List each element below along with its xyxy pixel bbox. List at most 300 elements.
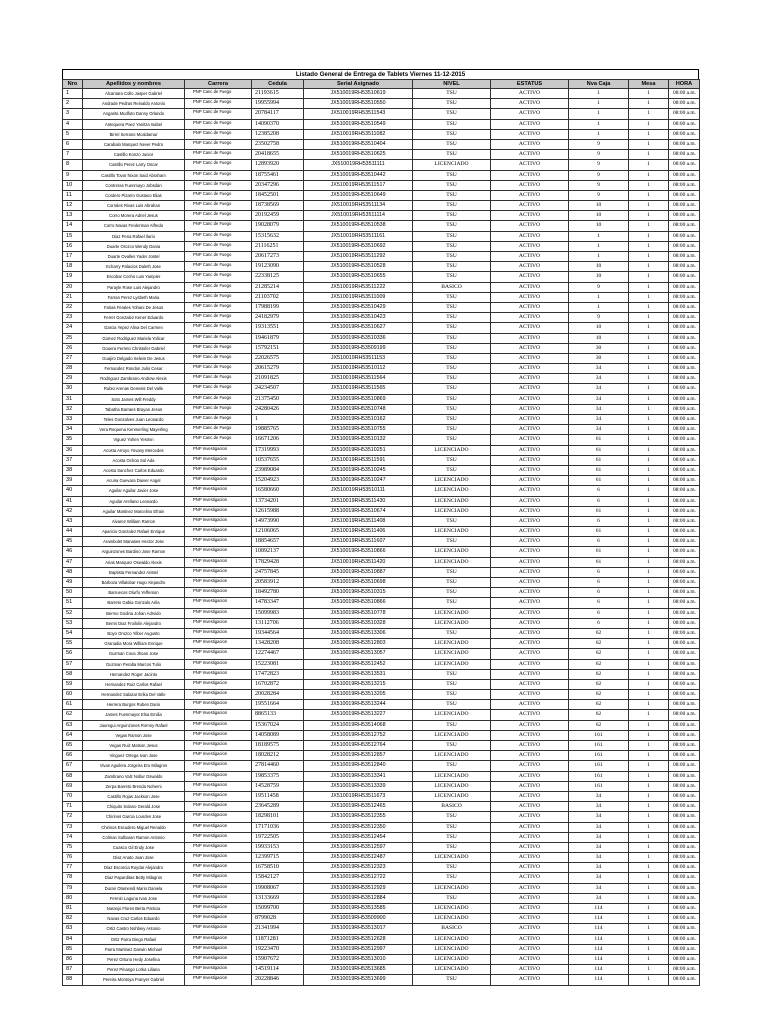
mesa-cell: 1 [629,751,669,761]
mesa-cell: 1 [629,557,669,567]
table-row [63,618,700,628]
col-header-nro: Nro [63,80,83,89]
caja-cell: 1 [569,302,629,312]
nivel-cell: LICENCIADO [413,496,491,506]
person-name: Boyo Orozco Yilber Augusto [83,628,185,638]
cedula-cell: 15842127 [252,873,304,883]
row-number: 31 [63,394,83,404]
serial-cell: JX510019RH53513244 [304,700,413,710]
cedula-cell: 15315632 [252,231,304,241]
estatus-cell: ACTIVO [491,537,569,547]
carrera-cell: PNP Canc de Fuego [185,415,252,425]
row-number: 3 [63,109,83,119]
estatus-cell: ACTIVO [491,527,569,537]
cedula-cell: 18452501 [252,190,304,200]
row-number: 36 [63,445,83,455]
estatus-cell: ACTIVO [491,628,569,638]
estatus-cell: ACTIVO [491,343,569,353]
table-row [63,415,700,425]
table-row [63,109,700,119]
row-number: 4 [63,119,83,129]
carrera-cell: PNP Canc de Fuego [185,272,252,282]
delivery-table [62,79,700,986]
caja-cell: 6 [569,588,629,598]
estatus-cell: ACTIVO [491,965,569,975]
table-row [63,394,700,404]
row-number: 83 [63,924,83,934]
carrera-cell: PNP Investigacion [185,567,252,577]
caja-cell: 34 [569,832,629,842]
mesa-cell: 1 [629,791,669,801]
carrera-cell: PNP Canc de Fuego [185,292,252,302]
nivel-cell: LICENCIADO [413,547,491,557]
hora-cell: 08:00 a.m. [669,639,700,649]
serial-cell: JX510019RH53510315 [304,588,413,598]
hora-cell: 08:00 a.m. [669,679,700,689]
nivel-cell: LICENCIADO [413,954,491,964]
hora-cell: 08:00 a.m. [669,883,700,893]
caja-cell: 34 [569,374,629,384]
hora-cell: 08:00 a.m. [669,109,700,119]
hora-cell: 08:00 a.m. [669,252,700,262]
nivel-cell: TSU [413,812,491,822]
mesa-cell: 1 [629,516,669,526]
sheet-title: Listado General de Entrega de Tablets Viernes 11-12-2015 [62,69,699,79]
row-number: 39 [63,476,83,486]
cedula-cell: 16671206 [252,435,304,445]
estatus-cell: ACTIVO [491,241,569,251]
person-name: Corro Navas Frederman Alfredo [83,221,185,231]
carrera-cell: PNP Investigacion [185,578,252,588]
person-name: Barboza Villalobar Hugo Alejandro [83,578,185,588]
hora-cell: 08:00 a.m. [669,119,700,129]
mesa-cell: 1 [629,649,669,659]
caja-cell: 34 [569,802,629,812]
person-name: Aparicio Gonzalez Rafael Enrique [83,527,185,537]
cedula-cell: 19955994 [252,99,304,109]
person-name: Castillo Perez Larry Oscar [83,160,185,170]
estatus-cell: ACTIVO [491,516,569,526]
serial-cell: JX510019RH53510887 [304,567,413,577]
serial-cell: JX510019RH53510627 [304,323,413,333]
estatus-cell: ACTIVO [491,822,569,832]
cedula-cell: 23645289 [252,802,304,812]
row-number: 64 [63,730,83,740]
carrera-cell: PNP Investigacion [185,873,252,883]
table-row [63,904,700,914]
carrera-cell: PNP Investigacion [185,598,252,608]
mesa-cell: 1 [629,924,669,934]
mesa-cell: 1 [629,190,669,200]
serial-cell: JX510019RH53510162 [304,415,413,425]
table-row [63,893,700,903]
estatus-cell: ACTIVO [491,547,569,557]
row-number: 27 [63,353,83,363]
hora-cell: 08:00 a.m. [669,364,700,374]
nivel-cell: LICENCIADO [413,853,491,863]
hora-cell: 08:00 a.m. [669,394,700,404]
caja-cell: 6 [569,537,629,547]
table-row [63,221,700,231]
estatus-cell: ACTIVO [491,221,569,231]
mesa-cell: 1 [629,761,669,771]
caja-cell: 114 [569,904,629,914]
row-number: 13 [63,211,83,221]
cedula-cell: 20615279 [252,364,304,374]
serial-cell: JX510019RH53510251 [304,445,413,455]
mesa-cell: 1 [629,904,669,914]
person-name: Teles Gonzalves Juan Leonardo [83,415,185,425]
table-row [63,445,700,455]
mesa-cell: 1 [629,883,669,893]
table-row [63,231,700,241]
nivel-cell: TSU [413,415,491,425]
col-header-hora: HORA [669,80,700,89]
estatus-cell: ACTIVO [491,415,569,425]
serial-cell: JX510019RH53510625 [304,150,413,160]
serial-cell: JX510019RH53510111 [304,486,413,496]
cedula-cell: 13428208 [252,639,304,649]
nivel-cell: TSU [413,516,491,526]
cedula-cell: 15223081 [252,659,304,669]
mesa-cell: 1 [629,853,669,863]
carrera-cell: PNP Investigacion [185,516,252,526]
cedula-cell: 19123090 [252,262,304,272]
person-name: Castillo Konzo Junior [83,150,185,160]
nivel-cell: TSU [413,343,491,353]
row-number: 24 [63,323,83,333]
serial-cell: JX510019RH53511420 [304,557,413,567]
mesa-cell: 1 [629,578,669,588]
row-number: 26 [63,343,83,353]
estatus-cell: ACTIVO [491,649,569,659]
row-number: 76 [63,853,83,863]
carrera-cell: PNP Canc de Fuego [185,170,252,180]
estatus-cell: ACTIVO [491,567,569,577]
caja-cell: 34 [569,425,629,435]
hora-cell: 08:00 a.m. [669,150,700,160]
mesa-cell: 1 [629,496,669,506]
row-number: 32 [63,404,83,414]
estatus-cell: ACTIVO [491,129,569,139]
nivel-cell: TSU [413,170,491,180]
cedula-cell: 21116251 [252,241,304,251]
mesa-cell: 1 [629,425,669,435]
estatus-cell: ACTIVO [491,109,569,119]
hora-cell: 08:00 a.m. [669,751,700,761]
person-name: Barruecos Olurfo Yefferson [83,588,185,598]
hora-cell: 08:00 a.m. [669,211,700,221]
serial-cell: JX510019RH53510538 [304,221,413,231]
cedula-cell: 18755461 [252,170,304,180]
carrera-cell: PNP Investigacion [185,465,252,475]
cedula-cell: 14519114 [252,965,304,975]
estatus-cell: ACTIVO [491,160,569,170]
caja-cell: 6 [569,578,629,588]
person-name: Naranjo Flores Berta Patricia [83,904,185,914]
hora-cell: 08:00 a.m. [669,934,700,944]
cedula-cell: 20784117 [252,109,304,119]
table-row [63,343,700,353]
mesa-cell: 1 [629,873,669,883]
hora-cell: 08:00 a.m. [669,384,700,394]
carrera-cell: PNP Investigacion [185,649,252,659]
person-name: Arambulet Manases Hector Jose [83,537,185,547]
serial-cell: JX510019RH53513341 [304,771,413,781]
estatus-cell: ACTIVO [491,791,569,801]
nivel-cell: TSU [413,292,491,302]
nivel-cell: LICENCIADO [413,659,491,669]
person-name: Herrera Burgos Ruben Dario [83,700,185,710]
hora-cell: 08:00 a.m. [669,893,700,903]
carrera-cell: PNP Investigacion [185,557,252,567]
estatus-cell: ACTIVO [491,751,569,761]
row-number: 59 [63,679,83,689]
mesa-cell: 1 [629,537,669,547]
table-row [63,710,700,720]
estatus-cell: ACTIVO [491,690,569,700]
person-name: Chiquito Solano Gerald Jose [83,802,185,812]
cedula-cell: 17988199 [252,302,304,312]
table-row [63,578,700,588]
estatus-cell: ACTIVO [491,781,569,791]
carrera-cell: PNP Canc de Fuego [185,119,252,129]
header-row [63,80,700,89]
nivel-cell: LICENCIADO [413,506,491,516]
row-number: 21 [63,292,83,302]
estatus-cell: ACTIVO [491,598,569,608]
mesa-cell: 1 [629,832,669,842]
nivel-cell: TSU [413,231,491,241]
serial-cell: JX510019RH53512628 [304,934,413,944]
caja-cell: 34 [569,822,629,832]
caja-cell: 114 [569,924,629,934]
cedula-cell: 19885765 [252,425,304,435]
row-number: 7 [63,150,83,160]
caja-cell: 6 [569,608,629,618]
carrera-cell: PNP Canc de Fuego [185,109,252,119]
nivel-cell: LICENCIADO [413,883,491,893]
cedula-cell: 21285214 [252,282,304,292]
row-number: 6 [63,139,83,149]
table-row [63,934,700,944]
mesa-cell: 1 [629,129,669,139]
serial-cell: JX510019RH53511161 [304,231,413,241]
mesa-cell: 1 [629,435,669,445]
person-name: Diaz Anato Juan Jose [83,853,185,863]
row-number: 60 [63,690,83,700]
cedula-cell: 12385208 [252,129,304,139]
person-name: Parra Martinez Darwin Michael [83,944,185,954]
person-name: Duarte Ovalles Yader Jostel [83,252,185,262]
caja-cell: 114 [569,975,629,985]
nivel-cell: TSU [413,435,491,445]
row-number: 62 [63,710,83,720]
carrera-cell: PNP Canc de Fuego [185,231,252,241]
person-name: Rodriguez Zambrano Andrew Alexis [83,374,185,384]
serial-cell: JX510019RH53512454 [304,832,413,842]
serial-cell: JX510019RH53512487 [304,853,413,863]
person-name: Alcantara Collo Jasper Gabriel [83,89,185,99]
person-name: Ortiz Parra Diego Rafael [83,934,185,944]
table-row [63,139,700,149]
nivel-cell: TSU [413,190,491,200]
caja-cell: 34 [569,415,629,425]
mesa-cell: 1 [629,863,669,873]
hora-cell: 08:00 a.m. [669,791,700,801]
hora-cell: 08:00 a.m. [669,496,700,506]
serial-cell: JX510019RH53510112 [304,364,413,374]
carrera-cell: PNP Investigacion [185,720,252,730]
caja-cell: 61 [569,476,629,486]
serial-cell: JX510019RH53510423 [304,313,413,323]
caja-cell: 161 [569,771,629,781]
nivel-cell: TSU [413,578,491,588]
mesa-cell: 1 [629,802,669,812]
estatus-cell: ACTIVO [491,608,569,618]
table-row [63,863,700,873]
person-name: Arias Marquez Oswaldo Alexis [83,557,185,567]
person-name: Angarita Mudfuto Danny Orlando [83,109,185,119]
mesa-cell: 1 [629,150,669,160]
nivel-cell: LICENCIADO [413,557,491,567]
hora-cell: 08:00 a.m. [669,547,700,557]
hora-cell: 08:00 a.m. [669,557,700,567]
mesa-cell: 1 [629,567,669,577]
mesa-cell: 1 [629,710,669,720]
cedula-cell: 12274467 [252,649,304,659]
hora-cell: 08:00 a.m. [669,89,700,99]
row-number: 84 [63,934,83,944]
serial-cell: JX510019RH53511114 [304,211,413,221]
serial-cell: JX510019RH53511082 [304,129,413,139]
carrera-cell: PNP Canc de Fuego [185,252,252,262]
nivel-cell: TSU [413,139,491,149]
hora-cell: 08:00 a.m. [669,486,700,496]
col-header-caja: Nva Caja [569,80,629,89]
mesa-cell: 1 [629,771,669,781]
nivel-cell: TSU [413,374,491,384]
estatus-cell: ACTIVO [491,883,569,893]
cedula-cell: 20192459 [252,211,304,221]
serial-cell: JX510019RH53512597 [304,842,413,852]
serial-cell: JX510019RH53510674 [304,506,413,516]
table-row [63,924,700,934]
mesa-cell: 1 [629,639,669,649]
carrera-cell: PNP Canc de Fuego [185,333,252,343]
caja-cell: 62 [569,659,629,669]
cedula-cell: 21193615 [252,89,304,99]
row-number: 14 [63,221,83,231]
row-number: 10 [63,180,83,190]
serial-cell: JX510019RH53510442 [304,170,413,180]
mesa-cell: 1 [629,415,669,425]
person-name: Farias Ferales Yohani De Jesus [83,302,185,312]
estatus-cell: ACTIVO [491,180,569,190]
caja-cell: 1 [569,231,629,241]
estatus-cell: ACTIVO [491,119,569,129]
cedula-cell: 19313551 [252,323,304,333]
caja-cell: 62 [569,679,629,689]
serial-cell: JX510019RH53511564 [304,374,413,384]
serial-cell: JX510019RH53511134 [304,201,413,211]
person-name: Chirinos Escudero Miguel Renaldo [83,822,185,832]
hora-cell: 08:00 a.m. [669,965,700,975]
carrera-cell: PNP Canc de Fuego [185,201,252,211]
estatus-cell: ACTIVO [491,506,569,516]
mesa-cell: 1 [629,323,669,333]
table-row [63,842,700,852]
serial-cell: JX510019RH53511607 [304,537,413,547]
person-name: Escobar Cocho Luis Yampier [83,272,185,282]
row-number: 71 [63,802,83,812]
nivel-cell: TSU [413,465,491,475]
hora-cell: 08:00 a.m. [669,863,700,873]
caja-cell: 34 [569,364,629,374]
table-row [63,598,700,608]
serial-cell: JX510019RH53511153 [304,353,413,363]
estatus-cell: ACTIVO [491,425,569,435]
carrera-cell: PNP Canc de Fuego [185,404,252,414]
serial-cell: JX510019RH53512722 [304,873,413,883]
caja-cell: 114 [569,965,629,975]
caja-cell: 61 [569,435,629,445]
carrera-cell: PNP Investigacion [185,842,252,852]
nivel-cell: LICENCIADO [413,791,491,801]
carrera-cell: PNP Investigacion [185,975,252,985]
caja-cell: 6 [569,486,629,496]
estatus-cell: ACTIVO [491,578,569,588]
nivel-cell: TSU [413,720,491,730]
cedula-cell: 12615988 [252,506,304,516]
person-name: Zambrano Valz Nollar Oswaldo [83,771,185,781]
hora-cell: 08:00 a.m. [669,659,700,669]
row-number: 73 [63,822,83,832]
person-name: Aguilar Aguilar Javier Jose [83,486,185,496]
hora-cell: 08:00 a.m. [669,333,700,343]
carrera-cell: PNP Investigacion [185,802,252,812]
person-name: Alvarez William Ramon [83,516,185,526]
mesa-cell: 1 [629,781,669,791]
nivel-cell: TSU [413,832,491,842]
mesa-cell: 1 [629,313,669,323]
mesa-cell: 1 [629,486,669,496]
nivel-cell: TSU [413,364,491,374]
person-name: Vegas Ruiz Matson Jesus [83,741,185,751]
caja-cell: 9 [569,282,629,292]
nivel-cell: TSU [413,333,491,343]
hora-cell: 08:00 a.m. [669,292,700,302]
estatus-cell: ACTIVO [491,842,569,852]
person-name: Ferrer Gonzalez Kener Eduardo [83,313,185,323]
serial-cell: JX510019RH53510245 [304,465,413,475]
serial-cell: JX510019RH53513017 [304,924,413,934]
mesa-cell: 1 [629,333,669,343]
carrera-cell: PNP Canc de Fuego [185,262,252,272]
mesa-cell: 1 [629,353,669,363]
serial-cell: JX510019RH53510528 [304,262,413,272]
mesa-cell: 1 [629,679,669,689]
estatus-cell: ACTIVO [491,557,569,567]
person-name: Gomez Rodriguez Mariela Yolicar [83,333,185,343]
row-number: 68 [63,771,83,781]
person-name: Cuasco Gil Endy Jose [83,842,185,852]
person-name: Acosta Arroyo Yovany Mercedes [83,445,185,455]
caja-cell: 30 [569,353,629,363]
hora-cell: 08:00 a.m. [669,669,700,679]
estatus-cell: ACTIVO [491,313,569,323]
hora-cell: 08:00 a.m. [669,160,700,170]
